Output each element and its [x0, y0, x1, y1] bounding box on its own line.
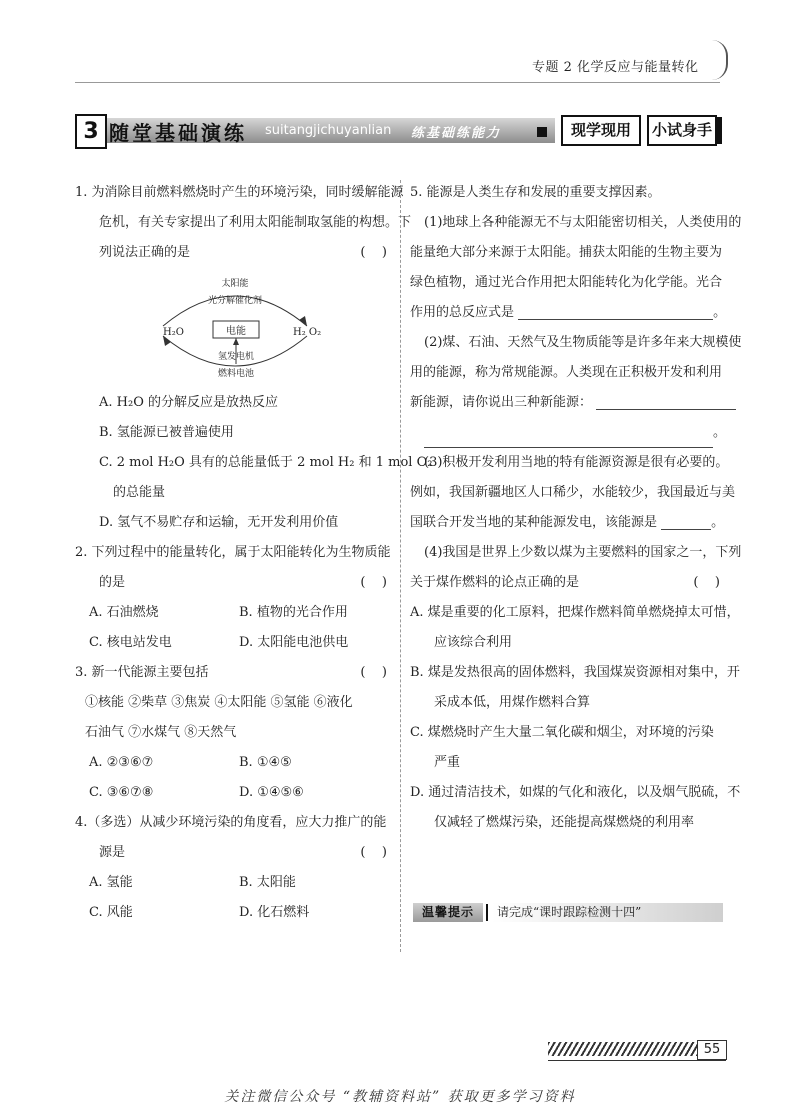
question-text-stem: 源是: [99, 845, 126, 860]
option-a[interactable]: A. H₂O 的分解反应是放热反应: [99, 395, 278, 410]
page-number-hatch: [548, 1042, 698, 1056]
options-row: [75, 778, 393, 808]
question-2: [75, 538, 393, 658]
question-5: [410, 178, 742, 838]
question-3: [75, 658, 393, 808]
option-d[interactable]: D. ①④⑤⑥: [239, 785, 304, 800]
diagram-label-electricity: 电能: [226, 326, 246, 337]
question-text: 5. 能源是人类生存和发展的重要支撑因素。: [410, 185, 661, 200]
part-3-text: (3)积极开发利用当地的特有能源资源是很有必要的。: [424, 455, 729, 470]
question-text: [75, 238, 393, 268]
option-c[interactable]: C. 核电站发电: [89, 635, 172, 650]
part-2-blank-line: [410, 418, 726, 448]
right-column: [410, 178, 742, 838]
question-items: 石油气 ⑦水煤气 ⑧天然气: [85, 725, 237, 740]
column-divider: [400, 180, 401, 952]
period: 。: [711, 515, 725, 530]
answer-parentheses[interactable]: ( ): [360, 665, 387, 680]
question-text-stem: 列说法正确的是: [99, 245, 191, 260]
part-2-text: [410, 388, 726, 418]
solar-hydrogen-cycle-diagram: [75, 268, 393, 388]
tip-separator: [486, 904, 488, 921]
part-1-text: (1)地球上各种能源无不与太阳能密切相关，人类使用的: [424, 215, 742, 230]
part-4-text: (4)我国是世界上少数以煤为主要燃料的国家之一，下列: [424, 545, 742, 560]
option-c[interactable]: C. 煤燃烧时产生大量二氧化碳和烟尘，对环境的污染: [410, 725, 714, 740]
options-row: [75, 868, 393, 898]
answer-blank-energy-1[interactable]: [596, 391, 736, 410]
option-b[interactable]: B. 氢能源已被普遍使用: [99, 425, 234, 440]
question-text: [75, 838, 393, 868]
answer-parentheses[interactable]: ( ): [360, 845, 387, 860]
part-4-stem: 关于煤作燃料的论点正确的是: [410, 575, 580, 590]
option-d[interactable]: D. 氢气不易贮存和运输，无开发利用价值: [99, 515, 339, 530]
question-text: 1. 为消除目前燃料燃烧时产生的环境污染，同时缓解能源: [75, 185, 404, 200]
part-4-text: [410, 568, 726, 598]
tip-text: 请完成“课时跟踪检测十四”: [497, 905, 642, 919]
option-a[interactable]: A. 石油燃烧: [89, 605, 159, 620]
warm-tip-banner: [413, 903, 723, 922]
question-1: [75, 178, 433, 538]
diagram-label-solar: 太阳能: [221, 279, 249, 289]
option-d[interactable]: D. 通过清洁技术，如煤的气化和液化，以及烟气脱硫，不: [410, 785, 741, 800]
option-c[interactable]: C. 风能: [89, 905, 133, 920]
option-b-continued: 采成本低，用煤作燃料合算: [434, 695, 591, 710]
option-a[interactable]: A. ②③⑥⑦: [89, 755, 154, 770]
question-text: 4.（多选）从减少环境污染的角度看，应大力推广的能: [75, 815, 387, 830]
part-1-text: 能量绝大部分来源于太阳能。捕获太阳能的生物主要为: [410, 245, 723, 260]
answer-parentheses[interactable]: ( ): [360, 245, 387, 260]
option-b[interactable]: B. 煤是发热很高的固体燃料，我国煤炭资源相对集中，开: [410, 665, 740, 680]
banner-box-try: 小试身手: [647, 115, 717, 146]
options-row: [75, 748, 393, 778]
options-row: [75, 898, 393, 928]
option-a[interactable]: A. 煤是重要的化工原料，把煤作燃料简单燃烧掉太可惜，: [410, 605, 740, 620]
option-c-continued: 严重: [434, 755, 461, 770]
left-column: [75, 178, 433, 928]
period: 。: [712, 425, 726, 440]
diagram-label-water: H₂O: [163, 327, 184, 338]
banner-box-learn: 现学现用: [561, 115, 641, 146]
option-a-continued: 应该综合利用: [434, 635, 513, 650]
part-2-text: (2)煤、石油、天然气及生物质能等是许多年来大规模使: [424, 335, 742, 350]
question-items: ①核能 ②柴草 ③焦炭 ④太阳能 ⑤氢能 ⑥液化: [85, 695, 353, 710]
diagram-label-generator: 氢发电机: [217, 352, 255, 362]
option-b[interactable]: B. 太阳能: [239, 875, 296, 890]
option-c[interactable]: C. 2 mol H₂O 具有的总能量低于 2 mol H₂ 和 1 mol O₂: [99, 455, 433, 470]
question-text: [75, 658, 393, 688]
footer-note: 关注微信公众号 “教辅资料站” 获取更多学习资料: [224, 1089, 576, 1105]
option-b[interactable]: B. 植物的光合作用: [239, 605, 348, 620]
period: 。: [713, 305, 727, 320]
header-rule: [75, 82, 720, 83]
part-3-text: 例如，我国新疆地区人口稀少，水能较少，我国最近与美: [410, 485, 736, 500]
running-header: 专题 2 化学反应与能量转化: [532, 60, 699, 75]
part-2-text: 用的能源，称为常规能源。人类现在正积极开发和利用: [410, 365, 723, 380]
question-text: [75, 568, 393, 598]
diagram-label-catalyst: 光分解催化剂: [207, 296, 263, 306]
section-title: 随堂基础演练: [109, 121, 247, 145]
tip-label: 温馨提示: [413, 903, 483, 922]
page-number-rule: [548, 1060, 726, 1061]
section-banner: [75, 114, 722, 147]
page-number: 55: [697, 1040, 727, 1060]
option-d[interactable]: D. 化石燃料: [239, 905, 310, 920]
part-3-stem: 国联合开发当地的某种能源发电，该能源是: [410, 515, 658, 530]
part-1-text: 绿色植物，通过光合作用把太阳能转化为化学能。光合: [410, 275, 723, 290]
part-3-text: [410, 508, 726, 538]
header-bracket-decoration: [712, 40, 728, 80]
part-1-stem: 作用的总反应式是: [410, 305, 515, 320]
option-b[interactable]: B. ①④⑤: [239, 755, 292, 770]
answer-blank-energy-source[interactable]: [661, 511, 711, 530]
answer-parentheses[interactable]: ( ): [360, 575, 387, 590]
question-text: 危机，有关专家提出了利用太阳能制取氢能的构想。下: [99, 215, 412, 230]
option-c[interactable]: C. ③⑥⑦⑧: [89, 785, 154, 800]
answer-blank-energy-2[interactable]: [424, 429, 713, 448]
question-text-stem: 3. 新一代能源主要包括: [75, 665, 209, 680]
question-text-stem: 的是: [99, 575, 126, 590]
question-4: [75, 808, 393, 928]
part-2-stem: 新能源，请你说出三种新能源：: [410, 395, 593, 410]
option-d-continued: 仅减轻了燃煤污染，还能提高煤燃烧的利用率: [434, 815, 695, 830]
diagram-label-fuel-cell: 燃料电池: [217, 369, 255, 379]
square-bullet-icon: [537, 127, 547, 137]
part-1-text: [410, 298, 726, 328]
diagram-label-gases: H₂ O₂: [293, 327, 322, 338]
answer-blank-equation[interactable]: [518, 301, 713, 320]
section-number: 3: [75, 114, 107, 149]
section-pinyin: suitangjichuyanlian: [265, 123, 392, 138]
option-a[interactable]: A. 氢能: [89, 875, 133, 890]
answer-parentheses[interactable]: ( ): [693, 575, 720, 590]
banner-end-bar: [716, 117, 722, 144]
options-row: [75, 628, 393, 658]
option-d[interactable]: D. 太阳能电池供电: [239, 635, 349, 650]
section-slogan: 练基础练能力: [411, 126, 502, 141]
question-text: 2. 下列过程中的能量转化，属于太阳能转化为生物质能: [75, 545, 391, 560]
options-row: [75, 598, 393, 628]
option-c-continued: 的总能量: [113, 485, 166, 500]
